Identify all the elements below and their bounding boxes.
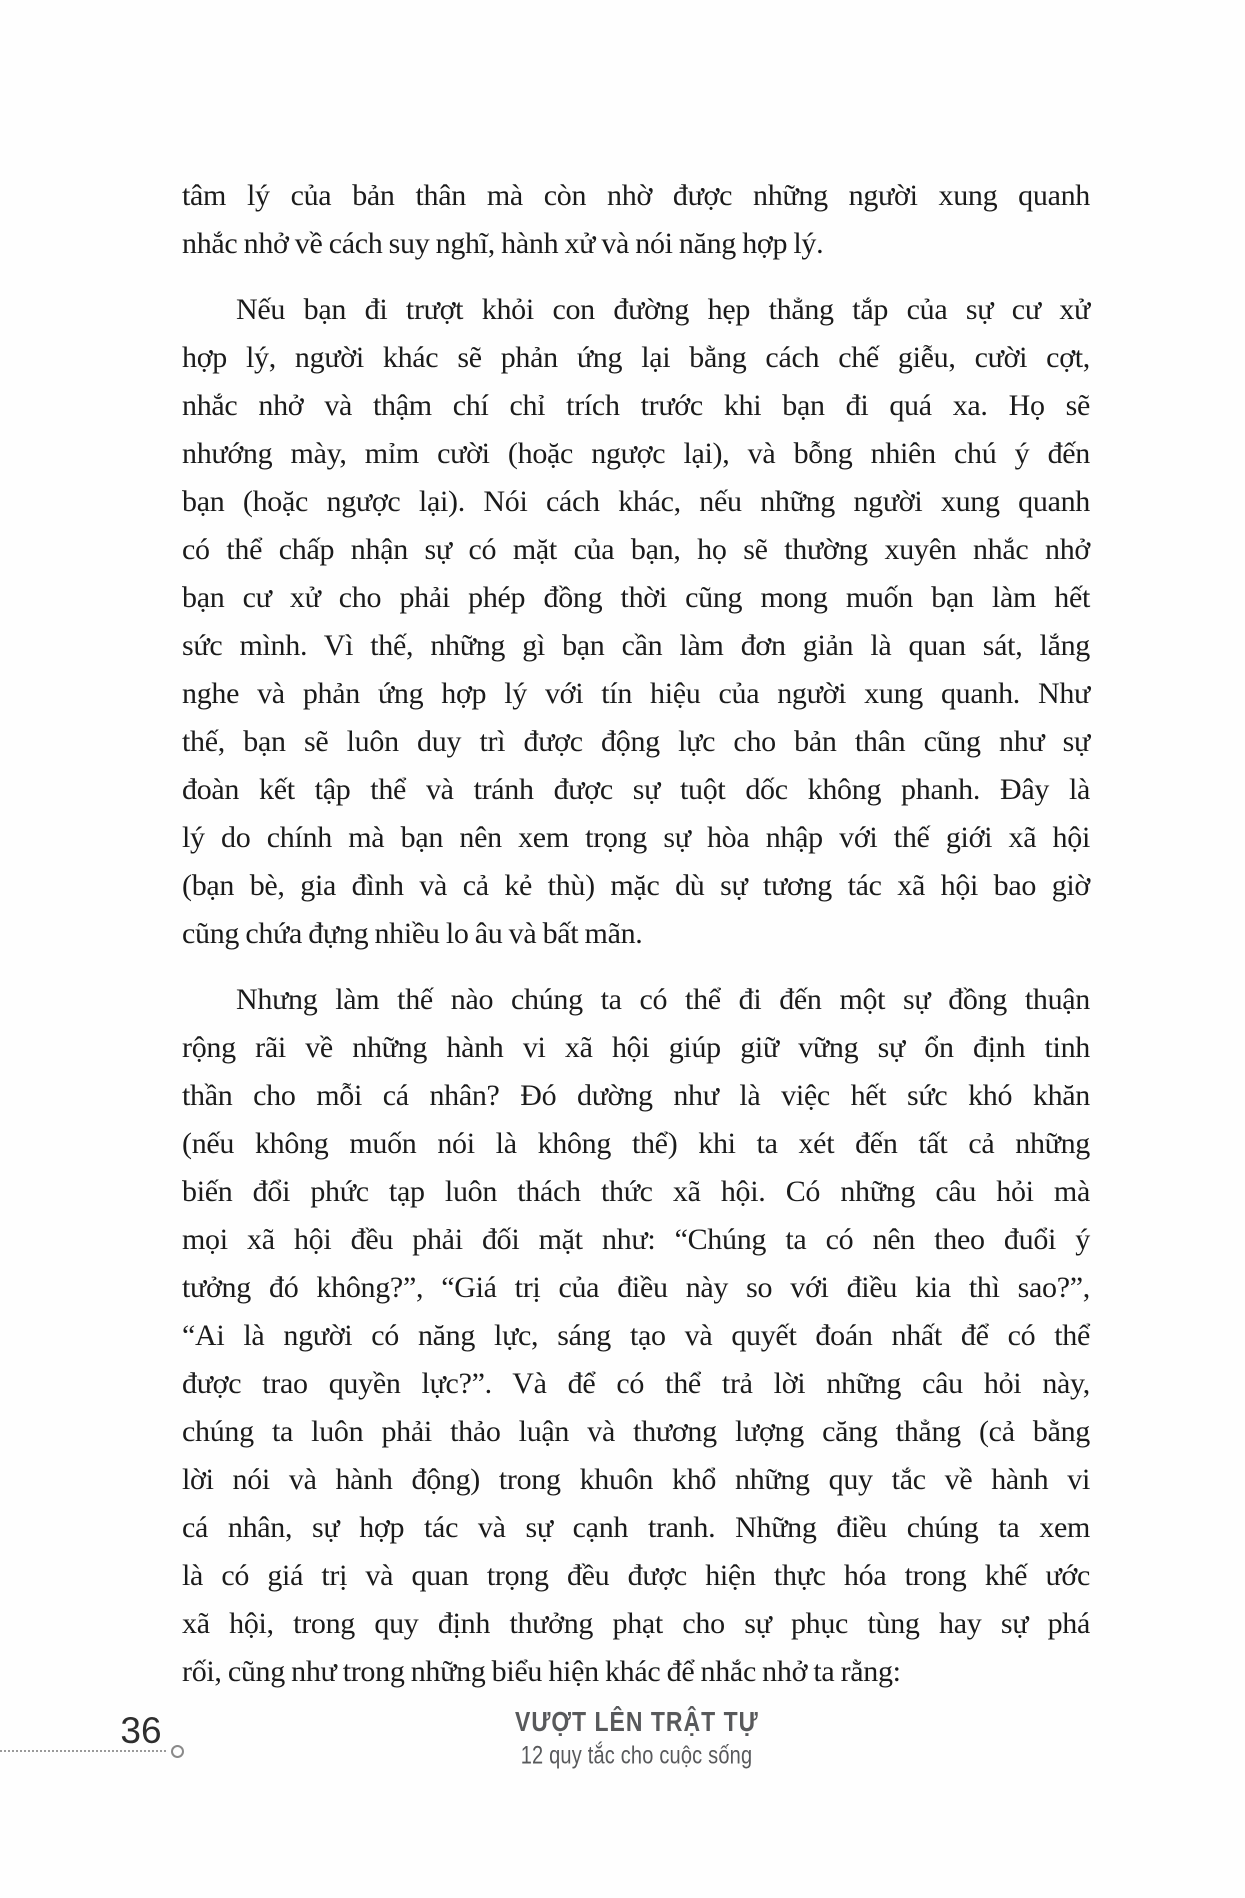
text-line: nhắc nhở và thậm chí chỉ trích trước khi bạn đi quá xa. Họ sẽ: [182, 389, 1090, 422]
text-line: “Ai là người có năng lực, sáng tạo và quyết đoán nhất để có thể: [182, 1319, 1090, 1352]
text-line: mọi xã hội đều phải đối mặt như: “Chúng ta có nên theo đuổi ý: [182, 1223, 1090, 1256]
footer-dotted-line: [0, 1750, 166, 1752]
text-line: lý do chính mà bạn nên xem trọng sự hòa nhập với thế giới xã hội: [182, 821, 1090, 854]
text-line: Nhưng làm thế nào chúng ta có thể đi đến một sự đồng thuận: [236, 983, 1090, 1016]
footer-ring-ornament: [171, 1745, 184, 1758]
text-line: là có giá trị và quan trọng đều được hiện thực hóa trong khế ước: [182, 1559, 1090, 1592]
text-line: thần cho mỗi cá nhân? Đó dường như là việc hết sức khó khăn: [182, 1079, 1090, 1112]
paragraph: [182, 286, 1090, 958]
text-line: biến đổi phức tạp luôn thách thức xã hội. Có những câu hỏi mà: [182, 1175, 1090, 1208]
text-line: cũng chứa đựng nhiều lo âu và bất mãn.: [182, 917, 643, 950]
text-line: rối, cũng như trong những biểu hiện khác để nhắc nhở ta rằng:: [182, 1655, 901, 1688]
text-line: được trao quyền lực?”. Và để có thể trả lời những câu hỏi này,: [182, 1367, 1090, 1400]
text-line: xã hội, trong quy định thưởng phạt cho sự phục tùng hay sự phá: [182, 1607, 1090, 1640]
text-line: rộng rãi về những hành vi xã hội giúp giữ vững sự ổn định tinh: [182, 1031, 1090, 1064]
text-line: nghe và phản ứng hợp lý với tín hiệu của người xung quanh. Như: [182, 677, 1090, 710]
paragraph: [182, 172, 1090, 268]
text-line: (nếu không muốn nói là không thể) khi ta xét đến tất cả những: [182, 1127, 1090, 1160]
text-line: Nếu bạn đi trượt khỏi con đường hẹp thẳng tắp của sự cư xử: [236, 293, 1090, 326]
paragraph: [182, 976, 1090, 1696]
text-line: tưởng đó không?”, “Giá trị của điều này so với điều kia thì sao?”,: [182, 1271, 1090, 1304]
book-title: VƯỢT LÊN TRẬT TỰ: [515, 1706, 759, 1738]
text-line: cá nhân, sự hợp tác và sự cạnh tranh. Những điều chúng ta xem: [182, 1511, 1090, 1544]
text-line: bạn cư xử cho phải phép đồng thời cũng mong muốn bạn làm hết: [182, 581, 1090, 614]
text-line: (bạn bè, gia đình và cả kẻ thù) mặc dù sự tương tác xã hội bao giờ: [182, 869, 1090, 902]
text-line: có thể chấp nhận sự có mặt của bạn, họ sẽ thường xuyên nhắc nhở: [182, 533, 1090, 566]
page-number: 36: [120, 1710, 162, 1751]
text-line: thế, bạn sẽ luôn duy trì được động lực cho bản thân cũng như sự: [182, 725, 1090, 758]
text-line: nhắc nhở về cách suy nghĩ, hành xử và nói năng hợp lý.: [182, 227, 824, 260]
text-line: đoàn kết tập thể và tránh được sự tuột dốc không phanh. Đây là: [182, 773, 1090, 806]
text-line: chúng ta luôn phải thảo luận và thương lượng căng thẳng (cả bằng: [182, 1415, 1090, 1448]
text-line: tâm lý của bản thân mà còn nhờ được những người xung quanh: [182, 179, 1090, 212]
text-line: nhướng mày, mỉm cười (hoặc ngược lại), và bỗng nhiên chú ý đến: [182, 437, 1090, 470]
text-line: bạn (hoặc ngược lại). Nói cách khác, nếu những người xung quanh: [182, 485, 1090, 518]
page-text: [182, 172, 1090, 1714]
running-title: [515, 1706, 759, 1770]
text-line: hợp lý, người khác sẽ phản ứng lại bằng cách chế giễu, cười cợt,: [182, 341, 1090, 374]
text-line: lời nói và hành động) trong khuôn khổ những quy tắc về hành vi: [182, 1463, 1090, 1496]
text-line: sức mình. Vì thế, những gì bạn cần làm đơn giản là quan sát, lắng: [182, 629, 1090, 662]
book-subtitle: 12 quy tắc cho cuộc sống: [520, 1741, 753, 1770]
